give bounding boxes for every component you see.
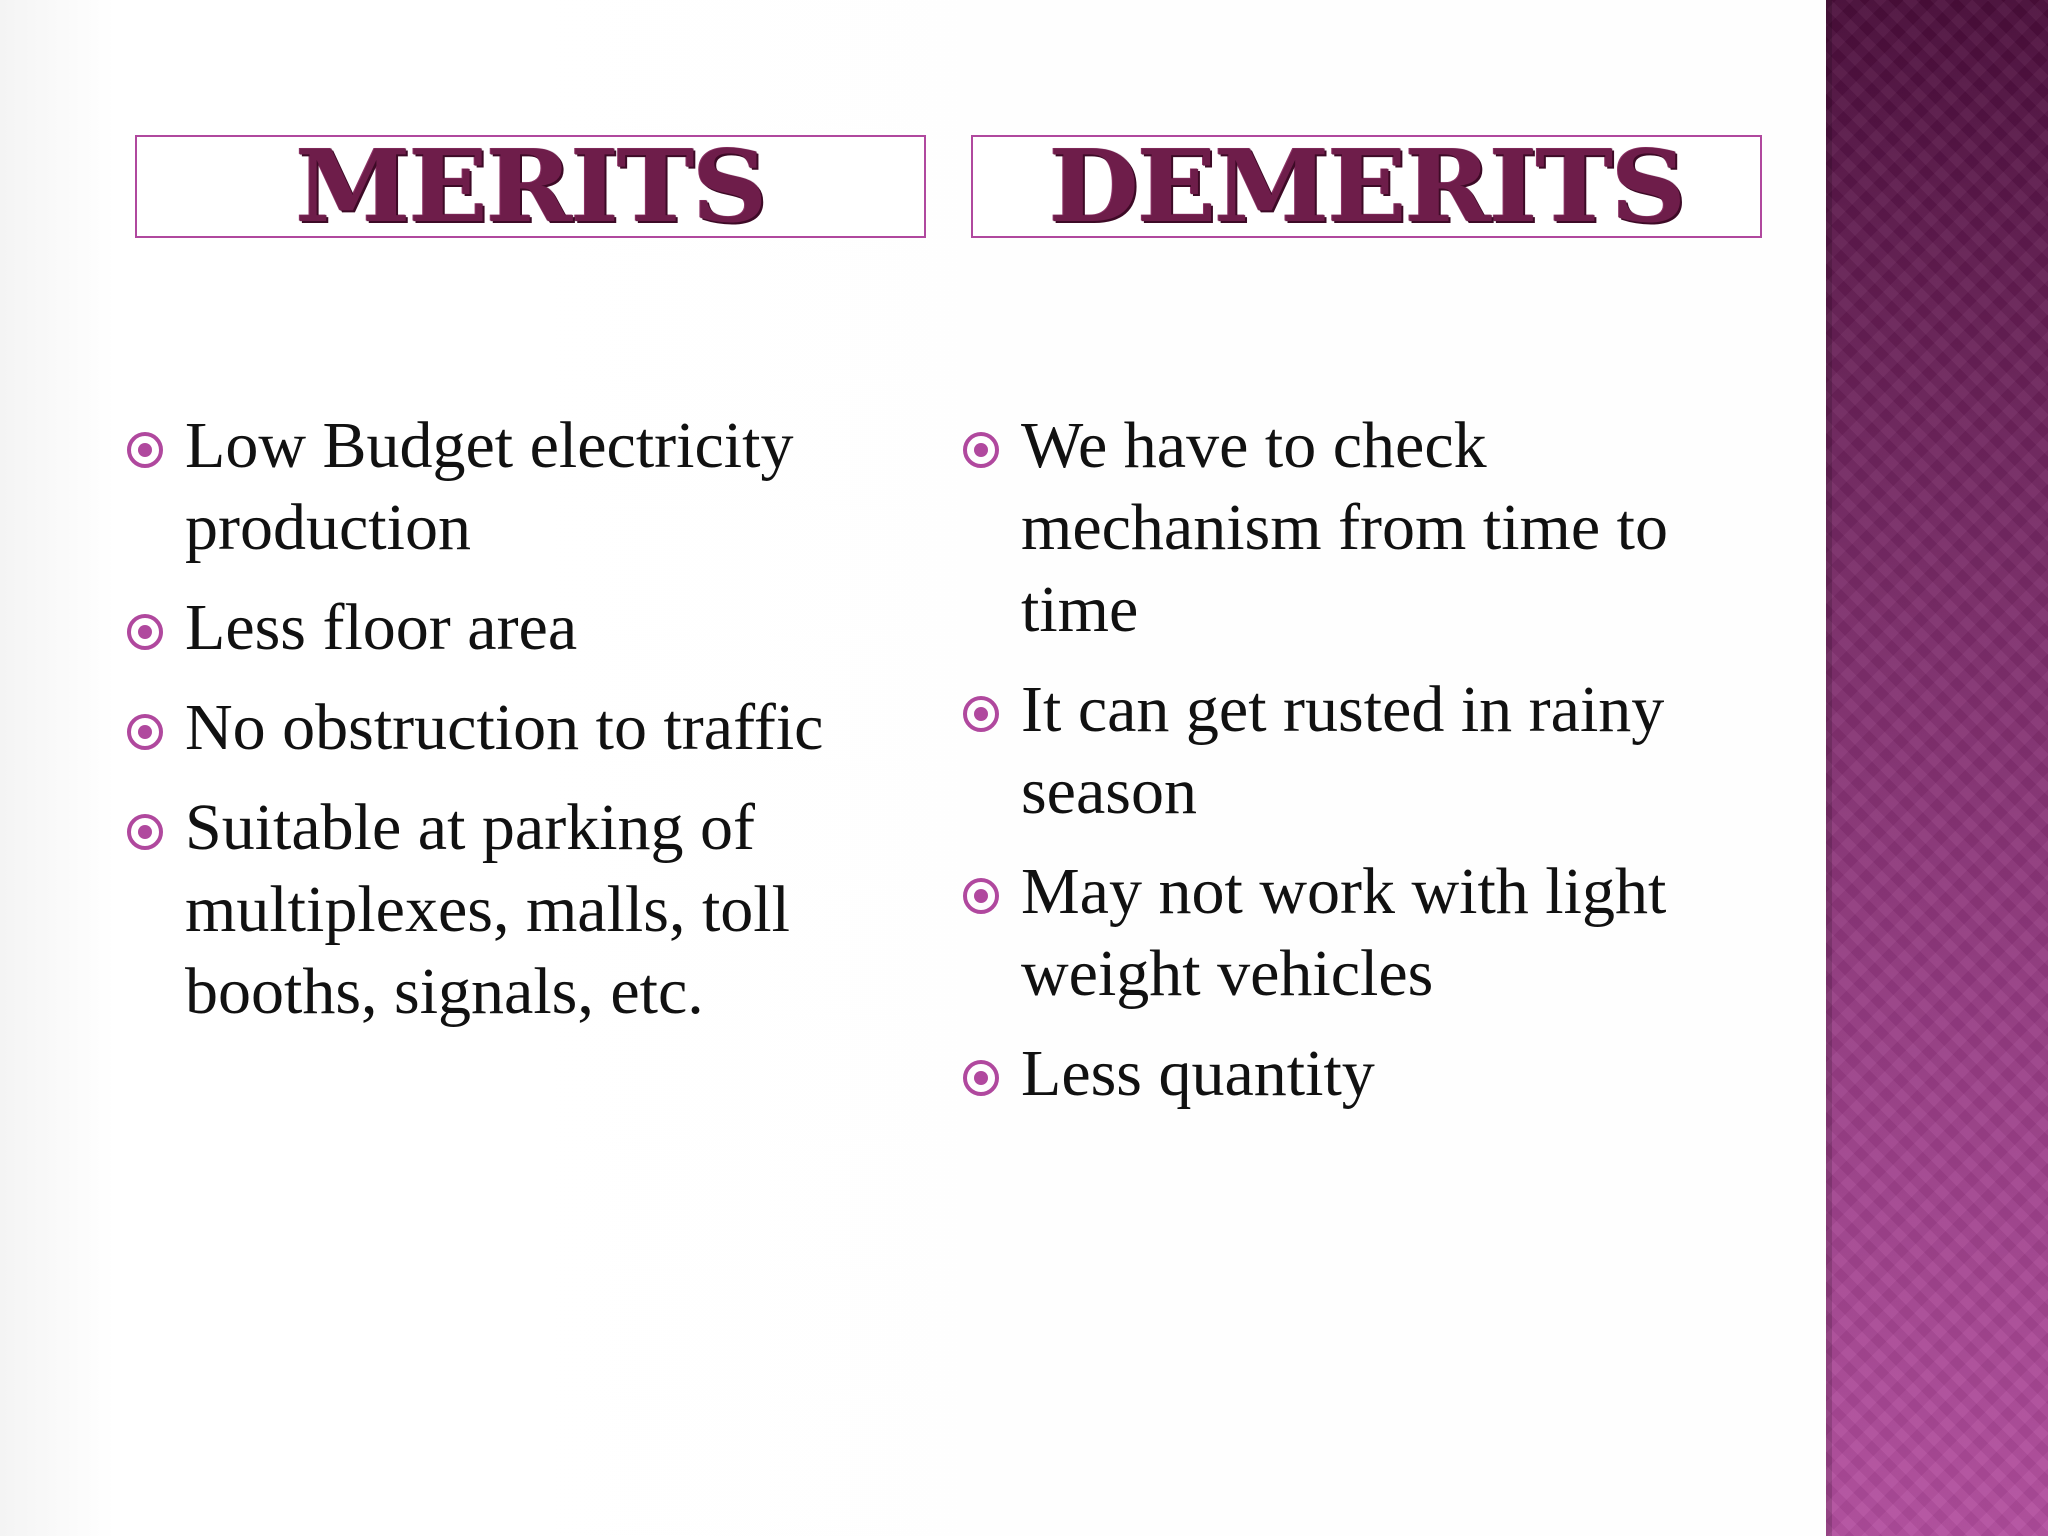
circled-dot-bullet-icon <box>963 432 999 468</box>
merits-list-item <box>125 587 885 669</box>
merits-list-item <box>125 405 885 569</box>
demerits-heading: DEMERITS <box>1048 127 1685 245</box>
circled-dot-bullet-icon <box>963 878 999 914</box>
demerits-list-item <box>961 851 1721 1015</box>
demerits-heading-box <box>971 127 1762 245</box>
merits-item-text: Less floor area <box>185 591 578 664</box>
decorative-side-band <box>1826 0 2048 1536</box>
demerits-item-text: Less quantity <box>1021 1037 1375 1110</box>
merits-list-item <box>125 687 885 769</box>
circled-dot-bullet-icon <box>963 696 999 732</box>
demerits-item-text: May not work with light weight vehicles <box>1021 855 1667 1010</box>
demerits-list-item <box>961 405 1721 651</box>
demerits-list-item <box>961 669 1721 833</box>
merits-item-text: Suitable at parking of multiplexes, malls, toll booths, signals, etc. <box>185 791 790 1028</box>
circled-dot-bullet-icon <box>963 1060 999 1096</box>
merits-heading-box <box>135 127 926 245</box>
merits-list-item <box>125 787 885 1033</box>
demerits-list <box>961 405 1751 1133</box>
demerits-item-text: It can get rusted in rainy season <box>1021 673 1665 828</box>
merits-item-text: Low Budget electricity production <box>185 409 794 564</box>
demerits-item-text: We have to check mechanism from time to time <box>1021 409 1669 646</box>
circled-dot-bullet-icon <box>127 714 163 750</box>
merits-list <box>125 405 885 1051</box>
circled-dot-bullet-icon <box>127 432 163 468</box>
merits-item-text: No obstruction to traffic <box>185 691 824 764</box>
circled-dot-bullet-icon <box>127 614 163 650</box>
merits-heading: MERITS <box>295 127 766 245</box>
circled-dot-bullet-icon <box>127 814 163 850</box>
demerits-list-item <box>961 1033 1751 1115</box>
